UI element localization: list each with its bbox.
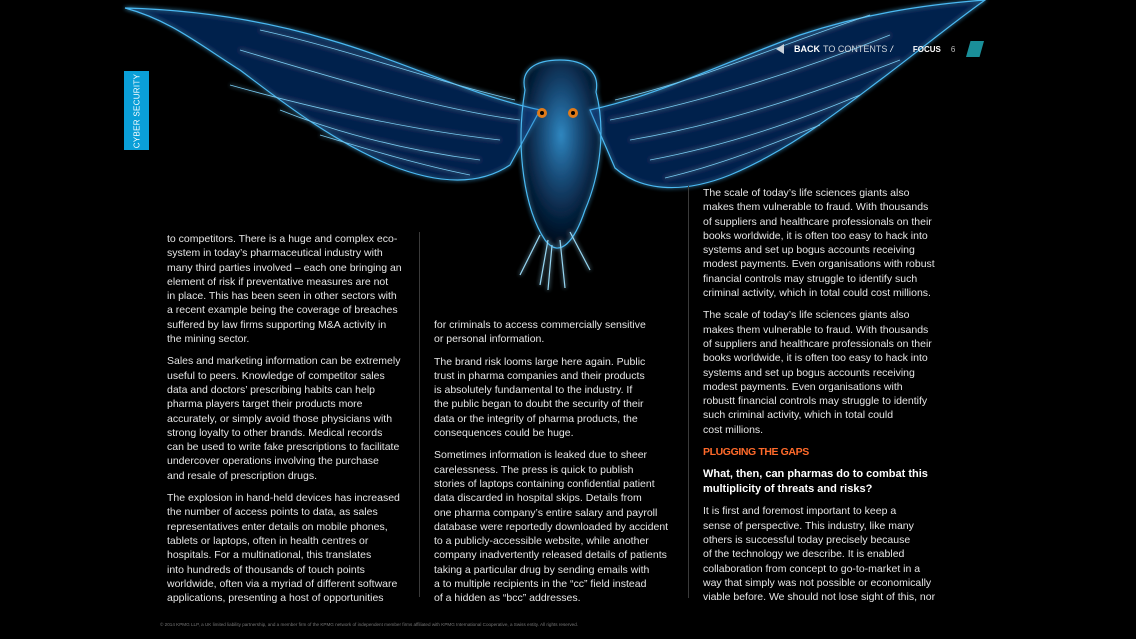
back-to-contents-link[interactable]	[776, 44, 893, 54]
paragraph: to competitors. There is a huge and complex eco- system in today’s pharmaceutical industry with many third parties involved – each one bringing an element of risk if preventative measures are not in place. This has been seen in other sectors with a recent example being the coverage of breaches suffered by law firms supporting M&A activity in the mining sector.	[167, 233, 402, 346]
paragraph: for criminals to access commercially sensitive or personal information.	[434, 319, 646, 346]
paragraph: The scale of today’s life sciences giants also makes them vulnerable to fraud. With thousands of suppliers and healthcare professionals on their books worldwide, it is often too easy to hack into systems and set up bogus accounts receiving modest payments. Even organisations with robust financial controls may struggle to identify such criminal activity, which in total could cost millions.	[703, 187, 935, 300]
side-tab-label: CYBER SECURITY	[132, 73, 141, 148]
back-contents-label: TO CONTENTS	[823, 44, 888, 54]
section-side-tab[interactable]	[124, 71, 149, 150]
back-arrow-icon	[776, 44, 784, 54]
column-divider	[688, 186, 689, 598]
subheading-question: What, then, can pharmas do to combat this multiplicity of threats and risks?	[703, 468, 928, 495]
back-label: BACK	[794, 44, 820, 54]
paragraph: Sales and marketing information can be extremely useful to peers. Knowledge of competitor sales data and doctors’ prescribing habits can help pharma players target their products more accurately, or simply avoid those physicians with strong loyalty to other brands. Medical records can be used to write fake prescriptions to facilitate undercover operations involving the purchase and resale of prescription drugs.	[167, 355, 401, 482]
paragraph: The scale of today’s life sciences giants also makes them vulnerable to fraud. With thousands of suppliers and healthcare professionals on their books worldwide, it is often too easy to hack into systems and set up bogus accounts receiving modest payments. Even organisations with robustt financial controls may struggle to identify such criminal activity, which in total could cost millions.	[703, 309, 932, 436]
text-column-2	[434, 318, 684, 614]
text-column-1	[167, 232, 412, 613]
paragraph: The brand risk looms large here again. Public trust in pharma companies and their products is absolutely fundamental to the industry. If the public began to doubt the security of their data or the integrity of pharma products, the consequences could be huge.	[434, 355, 646, 440]
paragraph: The explosion in hand-held devices has increased the number of access points to data, as sales representatives enter details on mobile phones, tablets or laptops, often in health centres or hospitals. For a multinational, this translates into hundreds of thousands of touch points worldwide, often via a myriad of different software applications, presenting a host of opportunities	[167, 492, 400, 605]
top-navigation	[776, 42, 955, 56]
text-column-3	[703, 186, 951, 612]
nav-separator: /	[890, 44, 893, 54]
copyright-footer: © 2014 KPMG LLP, a UK limited liability partnership, and a member firm of the KPMG network of independent member firms affiliated with KPMG International Cooperative, a Swiss entity. All rights reserved.	[160, 622, 579, 627]
section-label: FOCUS	[912, 44, 941, 54]
column-divider	[419, 232, 420, 597]
paragraph: It is first and foremost important to keep a sense of perspective. This industry, like many others is successful today precisely because of the technology we describe. It is enabled collaboration from concept to go-to-market in a way that simply was not possible or economically viable before. We should not lose sight of this, nor	[703, 505, 936, 604]
paragraph: Sometimes information is leaked due to sheer carelessness. The press is quick to publish stories of laptops containing confidential patient data discarded in hospital skips. Details from one pharma company’s entire salary and payroll database were reportedly downloaded by accident to a publicly-accessible website, while another company inadvertently released details of patients taking a particular drug by sending emails with a to multiple recipients in the “cc” field instead of a hidden as “bcc” addresses.	[434, 449, 669, 605]
section-heading: PLUGGING THE GAPS	[703, 446, 809, 459]
page-number: 6	[950, 44, 956, 54]
